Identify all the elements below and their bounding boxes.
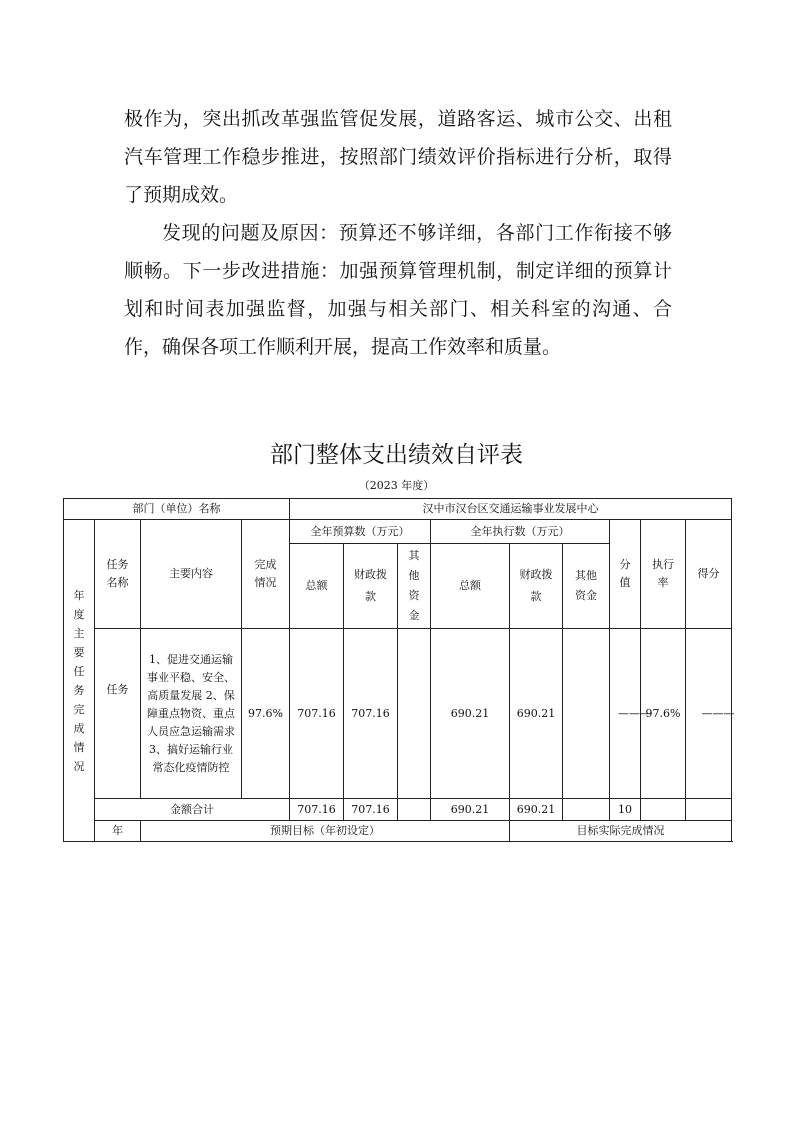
header-budget-other: 其他资金	[398, 544, 431, 629]
dept-label: 部门（单位）名称	[64, 499, 290, 520]
score-value-cell: ———	[610, 629, 641, 799]
header-exec-rate: 执行率	[641, 520, 686, 629]
dept-row	[64, 499, 732, 520]
header-task-name: 任务名称	[95, 520, 141, 629]
exec-rate-cell: 97.6%	[641, 629, 686, 799]
sum-budget-fiscal: 707.16	[344, 799, 398, 821]
task-content-cell: 1、促进交通运输事业平稳、安全、高质量发展 2、保障重点物资、重点人员应急运输需求 3、搞好运输行业常态化疫情防控	[141, 629, 242, 799]
budget-total-cell: 707.16	[290, 629, 344, 799]
sum-budget-total: 707.16	[290, 799, 344, 821]
header-score-value: 分值	[610, 520, 641, 629]
header-main-content: 主要内容	[141, 520, 242, 629]
header-row-1	[64, 520, 732, 544]
sum-budget-other	[398, 799, 431, 821]
sum-label: 金额合计	[95, 799, 290, 821]
target-expected-label: 预期目标（年初设定）	[141, 821, 510, 842]
budget-other-cell	[398, 629, 431, 799]
exec-fiscal-cell: 690.21	[510, 629, 563, 799]
dept-value: 汉中市汉台区交通运输事业发展中心	[290, 499, 732, 520]
sum-exec-other	[563, 799, 610, 821]
header-exec-fiscal: 财政拨款	[510, 544, 563, 629]
sum-exec-rate	[641, 799, 686, 821]
header-exec-group: 全年执行数（万元）	[431, 520, 610, 544]
sum-exec-fiscal: 690.21	[510, 799, 563, 821]
paragraph-1: 极作为，突出抓改革强监管促发展，道路客运、城市公交、出租汽车管理工作稳步推进，按照部门绩效评价指标进行分析，取得了预期成效。	[124, 108, 672, 206]
target-side-label: 年	[95, 821, 141, 842]
header-budget-group: 全年预算数（万元）	[290, 520, 431, 544]
header-budget-total: 总额	[290, 544, 344, 629]
sum-score-value: 10	[610, 799, 641, 821]
task-completion-cell: 97.6%	[242, 629, 290, 799]
year-label: （2023 年度）	[358, 479, 435, 492]
budget-fiscal-cell: 707.16	[344, 629, 398, 799]
task-row	[64, 629, 732, 799]
side-label: 年度主要任务完成情况	[64, 520, 95, 842]
paragraph-2: 发现的问题及原因：预算还不够详细，各部门工作衔接不够顺畅。下一步改进措施：加强预算管理机制，制定详细的预算计划和时间表加强监督，加强与相关部门、相关科室的沟通、合作，确保各项工作顺利开展，提高工作效率和质量。	[124, 222, 672, 358]
task-name-cell: 任务	[95, 629, 141, 799]
header-budget-fiscal: 财政拨款	[344, 544, 398, 629]
header-completion: 完成情况	[242, 520, 290, 629]
target-row	[64, 821, 732, 842]
target-actual-label: 目标实际完成情况	[510, 821, 732, 842]
sum-row	[64, 799, 732, 821]
header-score: 得分	[686, 520, 732, 629]
header-exec-total: 总额	[431, 544, 510, 629]
sum-score	[686, 799, 732, 821]
table-title: 部门整体支出绩效自评表	[270, 442, 523, 468]
score-cell: ———	[686, 629, 732, 799]
header-exec-other: 其他资金	[563, 544, 610, 629]
exec-other-cell	[563, 629, 610, 799]
sum-exec-total: 690.21	[431, 799, 510, 821]
performance-table	[63, 498, 735, 842]
exec-total-cell: 690.21	[431, 629, 510, 799]
